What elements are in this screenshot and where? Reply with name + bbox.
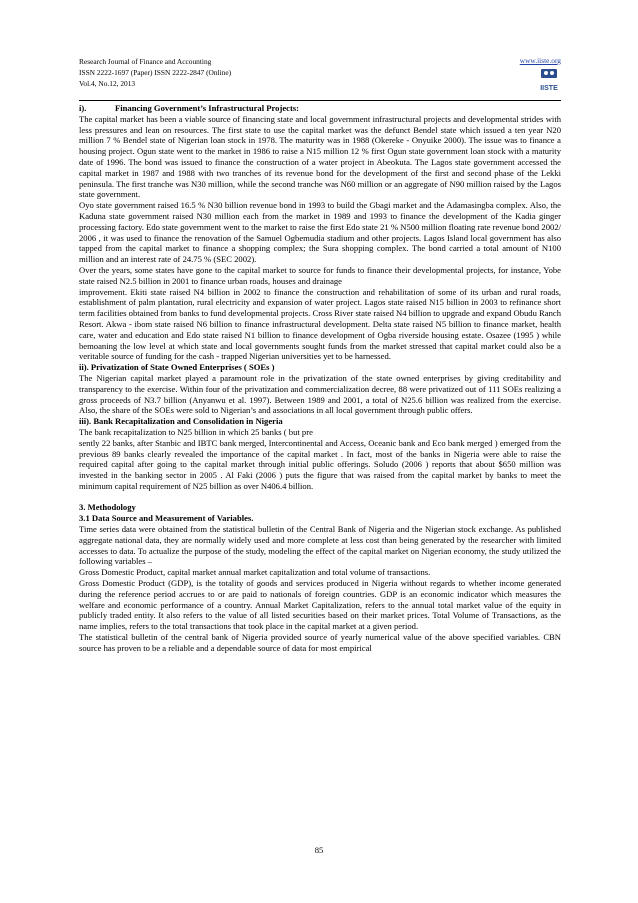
paragraph: The statistical bulletin of the central bank of Nigeria provided source of yearly numerical value of the above specified variables. CBN source has proven to be a reliable and a dependable source of data for most empirical xyxy=(79,632,561,653)
section-heading-recapitalization: iii). Bank Recapitalization and Consolidation in Nigeria xyxy=(79,416,283,427)
page-body xyxy=(79,103,561,654)
section-gap xyxy=(79,492,561,503)
iiste-logo xyxy=(537,68,561,94)
section-title: Financing Government’s Infrastructural Projects: xyxy=(115,103,300,113)
paragraph: sently 22 banks, after Stanbic and IBTC bank merged, Intercontinental and Access, Oceanic bank and Eco bank merged ) emerged from the previous 89 banks clearly revealed the importance of the capital market . In fact, most of the banks in Nigeria were able to raise the required capital after going to the capital market through initial public offerings. Soludo (2006 ) reports that about $650 million was invested in the banking sector in 2005 . Al Faki (2006 ) puts the figure that was raised from the capital market by banks to meet the minimum capital requirement of N25 billion as over N406.4 billion. xyxy=(79,437,561,491)
paragraph: Gross Domestic Product, capital market annual market capitalization and total volume of transactions. xyxy=(79,567,431,578)
page-number: 85 xyxy=(314,845,324,855)
section-heading-infrastructure xyxy=(79,103,561,114)
paragraph: The bank recapitalization to N25 billion in which 25 banks ( but pre xyxy=(79,426,313,437)
paragraph: Oyo state government raised 16.5 % N30 billion revenue bond in 1993 to build the Gbagi market and the Adamasingba complex. Also, the Kaduna state government raised N30 million each from the market in 1989 and 1993 to finance the development of the Kadia ginger processing factory. Edo state government went to the market to raise the first Edo state 21 % N500 million floating rate revenue bond 2002/ 2006 , it was used to finance the renovation of the Samuel Ogbemudia stadium and other projects. Lagos Island local government has also tapped from the capital market to finance a shopping complex; the Sura shopping complex. The bond carried a total amount of N100 million and an interest rate of 24.75 % (SEC 2002). xyxy=(79,200,561,265)
volume-line: Vol.4, No.12, 2013 xyxy=(79,79,136,88)
paragraph: The Nigerian capital market played a paramount role in the privatization of the state owned enterprises by giving creditability and transparency to the exercise. Within four of the privatization and commercialization decree, 88 were privatized out of 111 SOEs realizing a gross proceeds of N3.7 billion (Anyanwu et al. 1997). Between 1989 and 2001, a total of N25.6 billion was realized from the exercise. Also, the share of the SOEs were sold to Nigerian’s and associations in all local government through public offers. xyxy=(79,372,561,416)
header-rule xyxy=(79,100,561,101)
paragraph: Time series data were obtained from the statistical bulletin of the Central Bank of Nigeria and the Nigerian stock exchange. As published aggregate national data, they are normally widely used and more complete at less cost than being generated by the researcher with limited accesses to data. To actualize the purpose of the study, modeling the effect of the capital market on Nigerian economy, the study utilized the following variables – xyxy=(79,524,561,567)
paragraph: The capital market has been a viable source of financing state and local government infrastructural projects and developmental strides with less pressures and lean on resources. The first state to use the capital market was the defunct Bendel state which issued a ten year N20 million 7 % Bendel state of Nigerian loan stock in 1978. The maturity was in 1988 (Okereke - Onyuike 2000). The issue was to finance a housing project. Ogun state went to the market in 1986 to raise a N15 million 12 % first Ogun state government loan stock with a maturity date of 1996. The bond was issued to finance the construction of a water project in Abeokuta. The Lagos state government accessed the capital market in 1987 and 1988 with two tranches of its revenue bond for the development of the first and second phase of the Lekki peninsula. The first tranche was N30 million, while the second tranche was N60 million or an aggregate of N90 million raised by the Lagos state government. xyxy=(79,113,561,200)
website-link[interactable]: www.iiste.org xyxy=(519,56,561,65)
logo-text: IISTE xyxy=(540,85,558,92)
paragraph: Over the years, some states have gone to the capital market to source for funds to finance their developmental projects, for instance, Yobe state raised N2.5 billion in 2001 to finance urban roads, houses and drainage xyxy=(79,264,561,286)
issn-line: ISSN 2222-1697 (Paper) ISSN 2222-2847 (Online) xyxy=(79,68,232,77)
paragraph: Gross Domestic Product (GDP), is the totality of goods and services produced in Nigeria without regards to whether income generated during the reference period accrues to or are paid to nationals of foreign countries. GDP is an economic indicator which measures the welfare and economic performance of a country. Annual Market Capitalization, refers to the annual total market value of the equity in publicly traded entity. It also refers to the value of all listed securities based on their market prices. Total Volume of Transactions, as the name implies, refers to the total transactions that took place in the capital market at a given period. xyxy=(79,578,561,632)
page-header xyxy=(79,56,561,100)
journal-name: Research Journal of Finance and Accounting xyxy=(79,57,212,66)
paragraph: improvement. Ekiti state raised N4 billion in 2002 to finance the construction and rehabilitation of some of its urban and rural roads, establishment of palm plantation, rural electricity and expansion of water project. Lagos state raised N15 billion in 2003 to refinance short term facilities obtained from banks to fund developmental projects. Cross River state raised N4 billion to upgrade and expand Obudu Ranch Resort. Akwa - ibom state raised N6 billion to finance infrastructural development. Delta state raised N5 billion to finance market, health care, water and education and Edo state raised N1 billion to finance development of Ogba riverside housing estate. Osazee (1995 ) while bemoaning the low level at which state and local governments sought funds from the market stressed that capital market could also be a veritable source of funding for the cash - trapped Nigerian universities yet to be harnessed. xyxy=(79,286,561,362)
methodology-subheading: 3.1 Data Source and Measurement of Variables. xyxy=(79,513,254,524)
section-number: i). xyxy=(79,103,87,113)
methodology-heading: 3. Methodology xyxy=(79,502,136,513)
section-heading-privatization: ii). Privatization of State Owned Enterprises ( SOEs ) xyxy=(79,362,275,373)
